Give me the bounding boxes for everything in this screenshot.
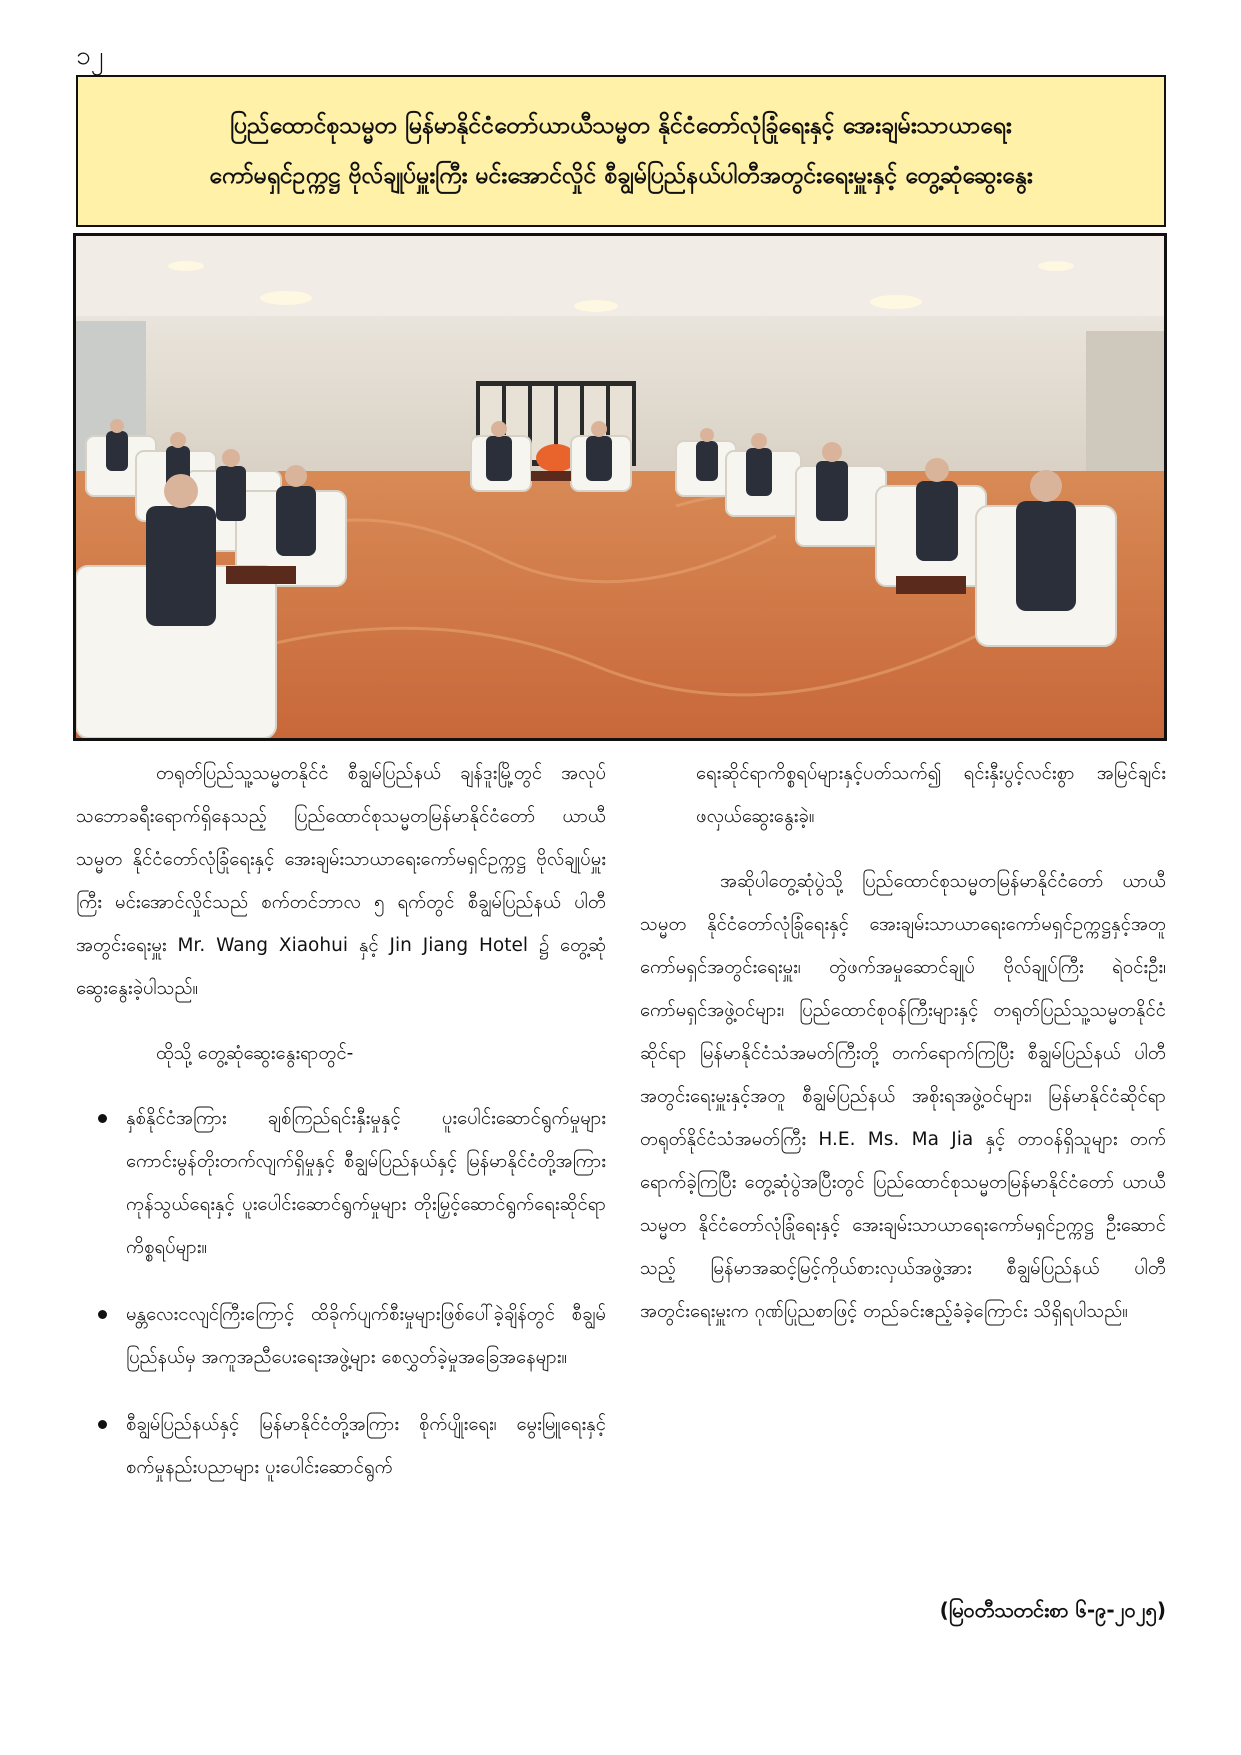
news-source: (မြဝတီသတင်းစာ ၆-၉-၂၀၂၅) bbox=[939, 1598, 1166, 1622]
bullet-icon bbox=[98, 1420, 107, 1429]
list-item-text: မန္တလေးငလျင်ကြီးကြောင့် ထိခိုက်ပျက်စီးမှုများဖြစ်ပေါ်ခဲ့ချိန်တွင် စီချွမ်ပြည်နယ်မှ အကူအညီပေးရေးအဖွဲ့များ စေလွှတ်ခဲ့မှုအခြေအနေများ။ bbox=[126, 1304, 606, 1368]
list-item bbox=[76, 1403, 606, 1489]
list-item-text: နှစ်နိုင်ငံအကြား ချစ်ကြည်ရင်းနှီးမှုနှင့် ပူးပေါင်းဆောင်ရွက်မှုများ ကောင်းမွန်တိုးတက်လျက်ရှိမှုနှင့် စီချွမ်ပြည်နယ်နှင့် မြန်မာနိုင်ငံတို့အကြား ကုန်သွယ်ရေးနှင့် ပူးပေါင်းဆောင်ရွက်မှုများ တိုးမြှင့်ဆောင်ရွက်ရေးဆိုင်ရာ ကိစ္စရပ်များ။ bbox=[126, 1108, 606, 1258]
page-number: ၁၂ bbox=[76, 41, 104, 71]
headline-line-2: ကော်မရှင်ဥက္ကဋ္ဌ ဗိုလ်ချုပ်မှူးကြီး မင်းအောင်လှိုင် စီချွမ်ပြည်နယ်ပါတီအတွင်းရေးမှူးနှင့် တွေ့ဆုံဆွေးနွေး bbox=[209, 163, 1033, 189]
article-paragraph-3: အဆိုပါတွေ့ဆုံပွဲသို့ ပြည်ထောင်စုသမ္မတမြန်မာနိုင်ငံတော် ယာယီသမ္မတ နိုင်ငံတော်လုံခြုံရေးနှင့် အေးချမ်းသာယာရေးကော်မရှင်ဥက္ကဋ္ဌနှင့်အတူ ကော်မရှင်အတွင်းရေးမှူး၊ တွဲဖက်အမှုဆောင်ချုပ် ဗိုလ်ချုပ်ကြီး ရဲဝင်းဦး၊ ကော်မရှင်အဖွဲ့ဝင်များ၊ ပြည်ထောင်စုဝန်ကြီးများနှင့် တရုတ်ပြည်သူ့သမ္မတနိုင်ငံဆိုင်ရာ မြန်မာနိုင်ငံသံအမတ်ကြီးတို့ တက်ရောက်ကြပြီး စီချွမ်ပြည်နယ် ပါတီအတွင်းရေးမှူးနှင့်အတူ စီချွမ်ပြည်နယ် အစိုးရအဖွဲ့ဝင်များ၊ မြန်မာနိုင်ငံဆိုင်ရာ တရုတ်နိုင်ငံသံအမတ်ကြီး H.E. Ms. Ma Jia နှင့် တာဝန်ရှိသူများ တက်ရောက်ခဲ့ကြပြီး တွေ့ဆုံပွဲအပြီးတွင် ပြည်ထောင်စုသမ္မတမြန်မာနိုင်ငံတော် ယာယီသမ္မတ နိုင်ငံတော်လုံခြုံရေးနှင့် အေးချမ်းသာယာရေးကော်မရှင်ဥက္ကဋ္ဌ ဦးဆောင်သည့် မြန်မာအဆင့်မြင့်ကိုယ်စားလှယ်အဖွဲ့အား စီချွမ်ပြည်နယ် ပါတီအတွင်းရေးမှူးက ဂုဏ်ပြုညစာဖြင့် တည်ခင်းဧည့်ခံခဲ့ကြောင်း သိရှိရပါသည်။ bbox=[640, 871, 1166, 1322]
article-paragraph-1: တရုတ်ပြည်သူ့သမ္မတနိုင်ငံ စီချွမ်ပြည်နယ် ချန်ဒူးမြို့တွင် အလုပ်သဘောခရီးရောက်ရှိနေသည့် ပြည်ထောင်စုသမ္မတမြန်မာနိုင်ငံတော် ယာယီသမ္မတ နိုင်ငံတော်လုံခြုံရေးနှင့် အေးချမ်းသာယာရေးကော်မရှင်ဥက္ကဋ္ဌ ဗိုလ်ချုပ်မှူးကြီး မင်းအောင်လှိုင်သည် စက်တင်ဘာလ ၅ ရက်တွင် စီချွမ်ပြည်နယ် ပါတီအတွင်းရေးမှူး Mr. Wang Xiaohui နှင့် Jin Jiang Hotel ၌ တွေ့ဆုံဆွေးနွေးခဲ့ပါသည်။ bbox=[76, 763, 606, 999]
meeting-photo bbox=[73, 233, 1167, 741]
meeting-room-illustration bbox=[76, 236, 1164, 738]
ceiling bbox=[76, 236, 1164, 316]
bullet-icon bbox=[98, 1310, 107, 1319]
article-left-column bbox=[76, 752, 606, 1513]
list-item bbox=[76, 1293, 606, 1379]
bullet-icon bbox=[98, 1114, 107, 1123]
article-continuation: ရေးဆိုင်ရာကိစ္စရပ်များနှင့်ပတ်သက်၍ ရင်းနှီးပွင့်လင်းစွာ အမြင်ချင်းဖလှယ်ဆွေးနွေးခဲ့။ bbox=[696, 763, 1166, 827]
discussion-points-list bbox=[76, 1097, 606, 1489]
list-item bbox=[76, 1097, 606, 1269]
list-item-text: စီချွမ်ပြည်နယ်နှင့် မြန်မာနိုင်ငံတို့အကြား စိုက်ပျိုးရေး၊ မွေးမြူရေးနှင့် စက်မှုနည်းပညာများ ပူးပေါင်းဆောင်ရွက် bbox=[126, 1414, 606, 1478]
headline-box bbox=[76, 75, 1166, 227]
article-paragraph-2: ထိုသို့ တွေ့ဆုံဆွေးနွေးရာတွင်- bbox=[156, 1043, 354, 1064]
headline-line-1: ပြည်ထောင်စုသမ္မတ မြန်မာနိုင်ငံတော်ယာယီသမ္မတ နိုင်ငံတော်လုံခြုံရေးနှင့် အေးချမ်းသာယာရေး bbox=[230, 113, 1012, 139]
article-right-column bbox=[640, 752, 1166, 1333]
